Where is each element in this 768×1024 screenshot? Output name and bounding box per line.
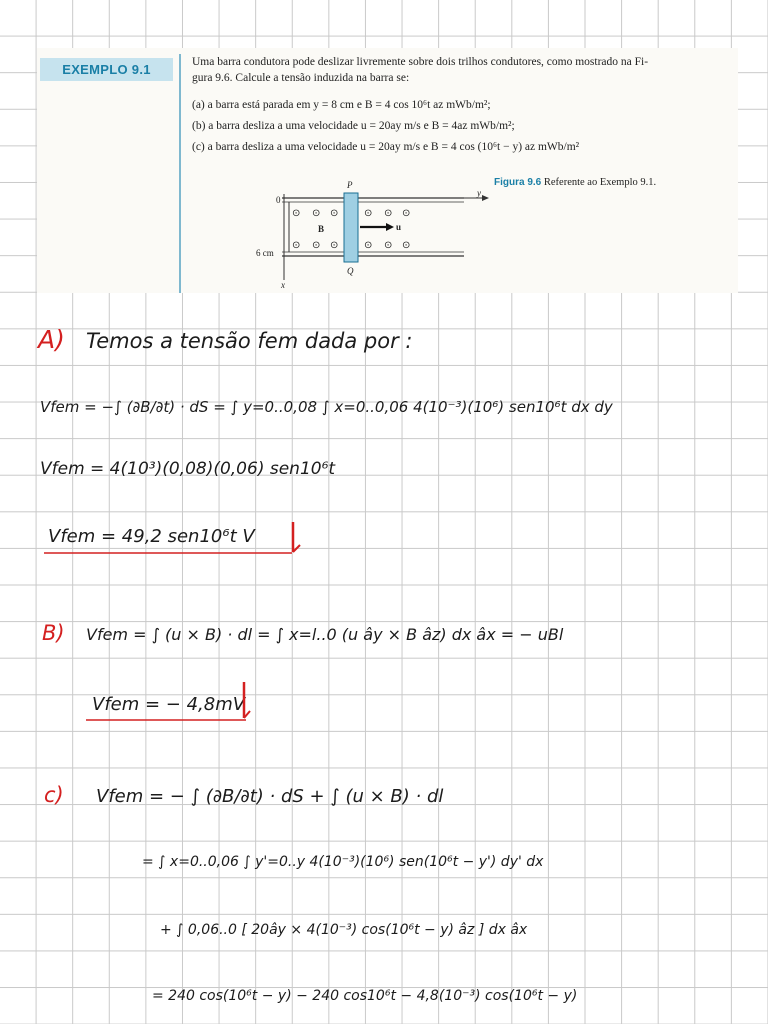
rail-gap-label: 6 cm <box>256 248 274 258</box>
part-a-equation-1: Vfem = −∫ (∂B/∂t) · dS = ∫ y=0..0,08 ∫ x=0..0,06 4(10⁻³)(10⁶) sen10⁶t dx dy <box>40 398 613 416</box>
item-a: (a) a barra está parada em y = 8 cm e B = 4 cos 10⁶t az mWb/m²; <box>192 99 491 111</box>
part-c-label: c) <box>44 783 64 807</box>
part-a-equation-2: Vfem = 4(10³)(0,08)(0,06) sen10⁶t <box>40 459 336 479</box>
origin-label: 0 <box>276 195 281 205</box>
field-out-icon: ⊙ <box>384 208 393 219</box>
field-out-icon: ⊙ <box>330 208 339 219</box>
part-a-intro: Temos a tensão fem dada por : <box>86 329 413 353</box>
figure-caption-text: Referente ao Exemplo 9.1. <box>543 177 657 188</box>
item-b: (b) a barra desliza a uma velocidade u = 20ay m/s e B = 4az mWb/m²; <box>192 120 515 132</box>
field-out-icon: ⊙ <box>402 240 411 251</box>
y-axis-label: y <box>477 188 481 198</box>
part-a-result: Vfem = 49,2 sen10⁶t V <box>48 526 255 547</box>
field-label: B <box>318 224 325 234</box>
field-out-icon: ⊙ <box>384 240 393 251</box>
part-b-equation-1: Vfem = ∫ (u × B) · dl = ∫ x=l..0 (u ây × B âz) dx âx = − uBl <box>86 625 564 644</box>
bar-top-label: P <box>347 180 353 190</box>
field-out-icon: ⊙ <box>402 208 411 219</box>
field-out-icon: ⊙ <box>312 240 321 251</box>
field-out-icon: ⊙ <box>364 240 373 251</box>
part-b-label: B) <box>42 621 65 645</box>
item-c: (c) a barra desliza a uma velocidade u = 20ay m/s e B = 4 cos (10⁶t − y) az mWb/m² <box>192 141 580 153</box>
example-badge: EXEMPLO 9.1 <box>40 58 173 81</box>
bar-bottom-label: Q <box>347 266 354 276</box>
part-c-equation-2: = ∫ x=0..0,06 ∫ y'=0..y 4(10⁻³)(10⁶) sen(10⁶t − y') dy' dx <box>142 854 544 870</box>
field-out-icon: ⊙ <box>292 208 301 219</box>
field-out-icon: ⊙ <box>330 240 339 251</box>
field-out-icon: ⊙ <box>364 208 373 219</box>
field-out-icon: ⊙ <box>292 240 301 251</box>
part-c-equation-3: + ∫ 0,06..0 [ 20ây × 4(10⁻³) cos(10⁶t − y) âz ] dx âx <box>160 922 528 938</box>
part-a-label: A) <box>38 325 65 354</box>
figure-label: Figura 9.6 <box>494 177 542 188</box>
part-b-result: Vfem = − 4,8mV <box>92 694 246 715</box>
x-axis-label: x <box>281 280 285 290</box>
statement-line: gura 9.6. Calcule a tensão induzida na barra se: <box>192 72 410 84</box>
part-c-equation-1: Vfem = − ∫ (∂B/∂t) · dS + ∫ (u × B) · dl <box>96 786 444 807</box>
velocity-label: u <box>396 222 402 232</box>
part-c-equation-4: = 240 cos(10⁶t − y) − 240 cos10⁶t − 4,8(10⁻³) cos(10⁶t − y) <box>152 988 578 1004</box>
statement-line: Uma barra condutora pode deslizar livremente sobre dois trilhos condutores, como mostrado na Fi- <box>192 56 649 68</box>
field-out-icon: ⊙ <box>312 208 321 219</box>
